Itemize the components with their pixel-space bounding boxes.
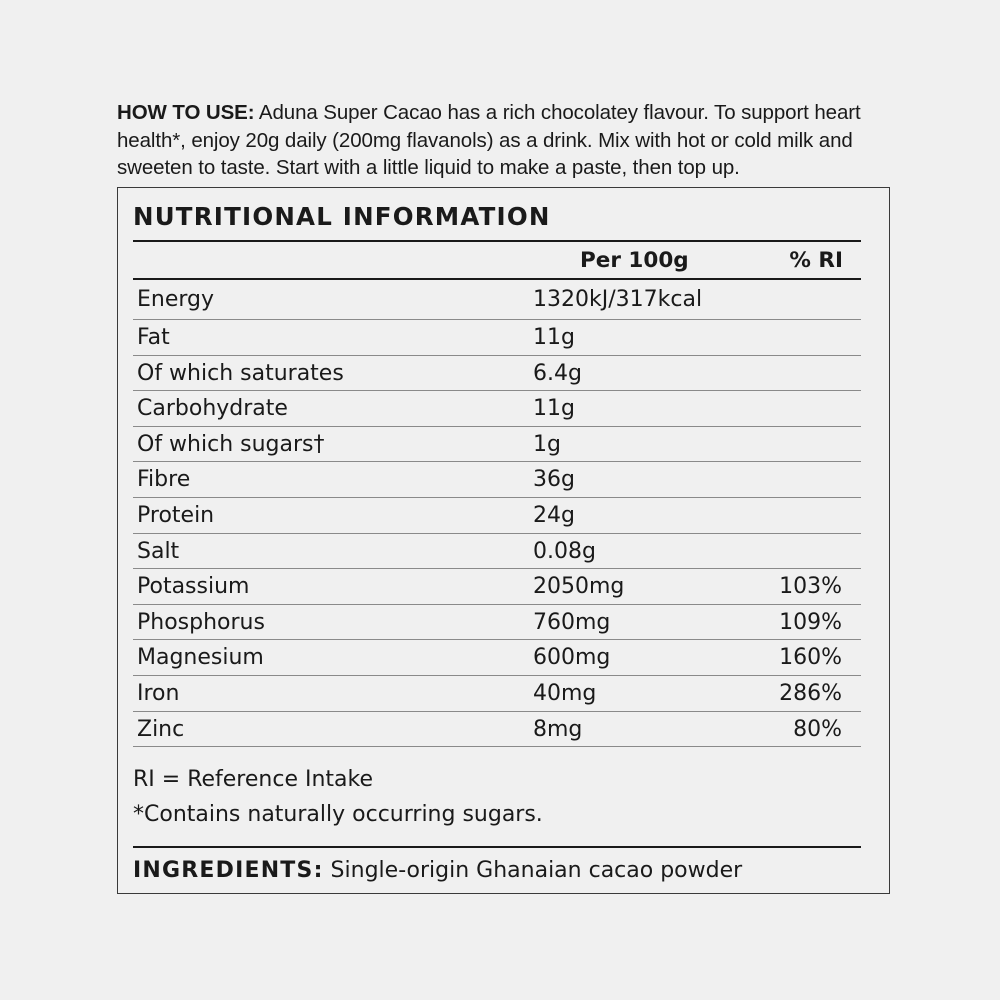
table-row	[133, 712, 861, 748]
nutrient-name: Fibre	[137, 467, 191, 493]
nutrition-title: NUTRITIONAL INFORMATION	[133, 202, 551, 231]
nutrient-ri: 160%	[779, 645, 842, 671]
nutrient-name: Of which saturates	[137, 360, 344, 386]
nutrient-per-100g: 600mg	[533, 645, 611, 671]
nutrient-per-100g: 11g	[533, 396, 575, 422]
ingredients-label: INGREDIENTS:	[133, 858, 324, 883]
nutrient-ri: 109%	[779, 609, 842, 635]
sugars-footnote: *Contains naturally occurring sugars.	[133, 802, 543, 827]
table-row	[133, 640, 861, 676]
table-row	[133, 462, 861, 498]
nutrition-table	[133, 240, 861, 747]
nutrient-name: Fat	[137, 325, 170, 350]
header-ri: % RI	[789, 248, 843, 273]
header-per-100g: Per 100g	[580, 248, 689, 273]
table-row	[133, 427, 861, 463]
nutrient-name: Energy	[137, 287, 215, 312]
nutrient-per-100g: 1g	[533, 431, 561, 457]
nutrient-per-100g: 8mg	[533, 716, 583, 742]
nutrition-panel	[117, 187, 890, 894]
nutrient-per-100g: 760mg	[533, 609, 611, 635]
how-to-use-body: Aduna Super Cacao has a rich chocolatey flavour. To support heart health*, enjoy 20g daily (200mg flavanols) as a drink. Mix with hot or cold milk and sweeten to taste. Start with a little liquid to make a paste, then top up.	[117, 101, 861, 179]
ingredients-text: Single-origin Ghanaian cacao powder	[323, 858, 743, 883]
nutrient-name: Phosphorus	[137, 609, 265, 635]
table-row	[133, 320, 861, 356]
nutrient-per-100g: 2050mg	[533, 574, 625, 600]
ingredients	[133, 846, 861, 883]
nutrient-per-100g: 6.4g	[533, 360, 582, 386]
table-row	[133, 391, 861, 427]
table-row	[133, 498, 861, 534]
nutrient-per-100g: 11g	[533, 325, 575, 350]
nutrient-name: Iron	[137, 680, 180, 706]
table-row	[133, 569, 861, 605]
nutrient-name: Protein	[137, 502, 215, 528]
nutrient-name: Zinc	[137, 716, 185, 742]
table-row	[133, 280, 861, 320]
nutrient-name: Magnesium	[137, 645, 264, 671]
table-row	[133, 676, 861, 712]
how-to-use-label: HOW TO USE:	[117, 101, 255, 124]
nutrient-name: Salt	[137, 538, 180, 564]
nutrient-per-100g: 24g	[533, 502, 575, 528]
table-header	[133, 240, 861, 280]
table-row	[133, 534, 861, 570]
footnotes	[133, 762, 543, 832]
nutrient-ri: 286%	[779, 680, 842, 706]
nutrient-name: Carbohydrate	[137, 396, 288, 422]
table-row	[133, 356, 861, 392]
nutrient-ri: 103%	[779, 574, 842, 600]
nutrient-ri: 80%	[793, 716, 842, 742]
nutrient-per-100g: 40mg	[533, 680, 597, 706]
how-to-use-text	[117, 99, 907, 182]
nutrient-per-100g: 1320kJ/317kcal	[533, 287, 703, 312]
nutrient-name: Potassium	[137, 574, 250, 600]
nutrient-name: Of which sugars†	[137, 431, 325, 457]
nutrient-per-100g: 36g	[533, 467, 575, 493]
table-row	[133, 605, 861, 641]
ri-footnote: RI = Reference Intake	[133, 767, 374, 792]
nutrient-per-100g: 0.08g	[533, 538, 596, 564]
